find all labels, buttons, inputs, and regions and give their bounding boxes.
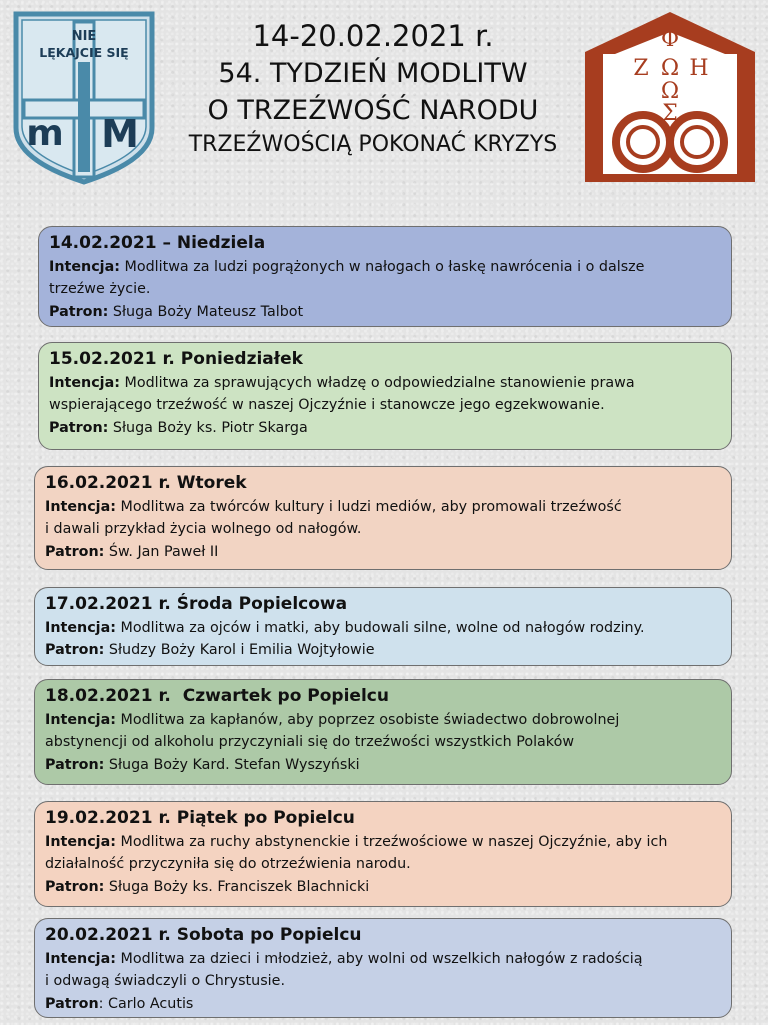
intention-line-2: trzeźwe życie. bbox=[49, 281, 151, 298]
intention-label: Intencja: bbox=[49, 259, 120, 275]
nie-lekajcie-sie-logo bbox=[12, 10, 156, 186]
phos-zoe-logo bbox=[585, 10, 755, 182]
intention-text: Modlitwa za kapłanów, aby poprzez osobiste świadectwo dobrowolnej bbox=[120, 712, 620, 728]
patron-line bbox=[45, 876, 723, 898]
logo-letter-m-large: M bbox=[101, 112, 139, 156]
intention-label: Intencja: bbox=[45, 620, 116, 636]
day-heading: 15.02.2021 r. Poniedziałek bbox=[49, 349, 303, 369]
logo-letter-omega: Ω bbox=[660, 56, 680, 81]
intention-line-2: i odwagą świadczyli o Chrystusie. bbox=[45, 973, 285, 990]
intention-line bbox=[45, 496, 723, 518]
logo-text-nie: NIE bbox=[71, 29, 97, 44]
day-heading: 16.02.2021 r. Wtorek bbox=[45, 473, 247, 493]
logo-letter-eta: Η bbox=[689, 56, 709, 81]
patron-text: Św. Jan Paweł II bbox=[108, 543, 219, 560]
intention-line bbox=[45, 617, 723, 639]
logo-letter-sigma: Σ bbox=[662, 101, 678, 126]
patron-text: : Carlo Acutis bbox=[98, 995, 194, 1012]
patron-line bbox=[45, 639, 723, 661]
intention-label: Intencja: bbox=[49, 375, 120, 391]
patron-line bbox=[49, 417, 723, 439]
intention-text: Modlitwa za ruchy abstynenckie i trzeźwościowe w naszej Ojczyźnie, aby ich bbox=[120, 834, 668, 850]
day-card-sunday bbox=[38, 226, 732, 327]
intention-line bbox=[45, 948, 723, 970]
intention-line bbox=[45, 709, 723, 731]
patron-label: Patron: bbox=[45, 543, 105, 560]
patron-text: Sługa Boży ks. Franciszek Blachnicki bbox=[108, 878, 370, 895]
intention-line-2: działalność przyczyniła się do otrzeźwienia narodu. bbox=[45, 856, 411, 873]
patron-line bbox=[49, 301, 723, 323]
day-card-friday bbox=[34, 801, 732, 907]
patron-line bbox=[45, 993, 723, 1015]
intention-line bbox=[49, 372, 723, 394]
patron-text: Sługa Boży Mateusz Talbot bbox=[112, 303, 304, 320]
day-card-wednesday bbox=[34, 587, 732, 666]
house-rings-icon bbox=[585, 10, 755, 182]
intention-text: Modlitwa za dzieci i młodzież, aby wolni od wszelkich nałogów z radością bbox=[120, 951, 643, 967]
patron-text: Słudzy Boży Karol i Emilia Wojtyłowie bbox=[108, 642, 375, 659]
intention-label: Intencja: bbox=[45, 499, 116, 515]
day-heading: 14.02.2021 – Niedziela bbox=[49, 233, 266, 253]
page-title-line2: O TRZEŹWOŚĆ NARODU bbox=[207, 95, 539, 126]
day-card-thursday bbox=[34, 679, 732, 785]
day-heading: 18.02.2021 r. Czwartek po Popielcu bbox=[45, 686, 389, 706]
day-heading: 17.02.2021 r. Środa Popielcowa bbox=[45, 594, 348, 614]
intention-text: Modlitwa za ludzi pogrążonych w nałogach o łaskę nawrócenia i o dalsze bbox=[124, 259, 645, 275]
patron-label: Patron bbox=[45, 995, 99, 1012]
day-heading: 20.02.2021 r. Sobota po Popielcu bbox=[45, 925, 362, 945]
patron-label: Patron: bbox=[49, 419, 109, 436]
shield-cross-icon bbox=[12, 10, 156, 186]
day-heading: 19.02.2021 r. Piątek po Popielcu bbox=[45, 808, 355, 828]
logo-text-lekajcie: LĘKAJCIE SIĘ bbox=[39, 45, 129, 60]
patron-line bbox=[45, 541, 723, 563]
day-card-monday bbox=[38, 342, 732, 450]
intention-label: Intencja: bbox=[45, 951, 116, 967]
day-card-tuesday bbox=[34, 466, 732, 570]
intention-label: Intencja: bbox=[45, 834, 116, 850]
intention-label: Intencja: bbox=[45, 712, 116, 728]
intention-text: Modlitwa za sprawujących władzę o odpowiedzialne stanowienie prawa bbox=[124, 375, 635, 391]
intention-line-2: i dawali przykład życia wolnego od nałogów. bbox=[45, 521, 362, 538]
intention-line-2: abstynencji od alkoholu przyczyniali się do trzeźwości wszystkich Polaków bbox=[45, 734, 575, 751]
patron-label: Patron: bbox=[45, 878, 105, 895]
intention-text: Modlitwa za ojców i matki, aby budowali silne, wolne od nałogów rodziny. bbox=[120, 620, 645, 636]
intention-line-2: wspierającego trzeźwość w naszej Ojczyźnie i stanowcze jego egzekwowanie. bbox=[49, 397, 605, 414]
header-titles bbox=[160, 18, 586, 161]
patron-label: Patron: bbox=[45, 642, 105, 659]
logo-letter-omega-2: Ω bbox=[660, 79, 680, 104]
page-subtitle: TRZEŹWOŚCIĄ POKONAĆ KRYZYS bbox=[188, 132, 558, 157]
week-date-range: 14-20.02.2021 r. bbox=[252, 19, 494, 53]
page-title: 54. TYDZIEŃ MODLITW bbox=[218, 58, 528, 89]
day-card-saturday bbox=[34, 918, 732, 1018]
patron-text: Sługa Boży ks. Piotr Skarga bbox=[112, 419, 308, 436]
patron-label: Patron: bbox=[49, 303, 109, 320]
patron-text: Sługa Boży Kard. Stefan Wyszyński bbox=[108, 756, 360, 773]
patron-line bbox=[45, 754, 723, 776]
logo-letter-m-small: m bbox=[26, 113, 64, 154]
patron-label: Patron: bbox=[45, 756, 105, 773]
logo-letter-zeta: Ζ bbox=[633, 56, 649, 81]
logo-letter-phi: Φ bbox=[660, 27, 680, 52]
page-header bbox=[0, 0, 768, 215]
intention-line bbox=[45, 831, 723, 853]
intention-line bbox=[49, 256, 723, 278]
intention-text: Modlitwa za twórców kultury i ludzi mediów, aby promowali trzeźwość bbox=[120, 499, 622, 515]
